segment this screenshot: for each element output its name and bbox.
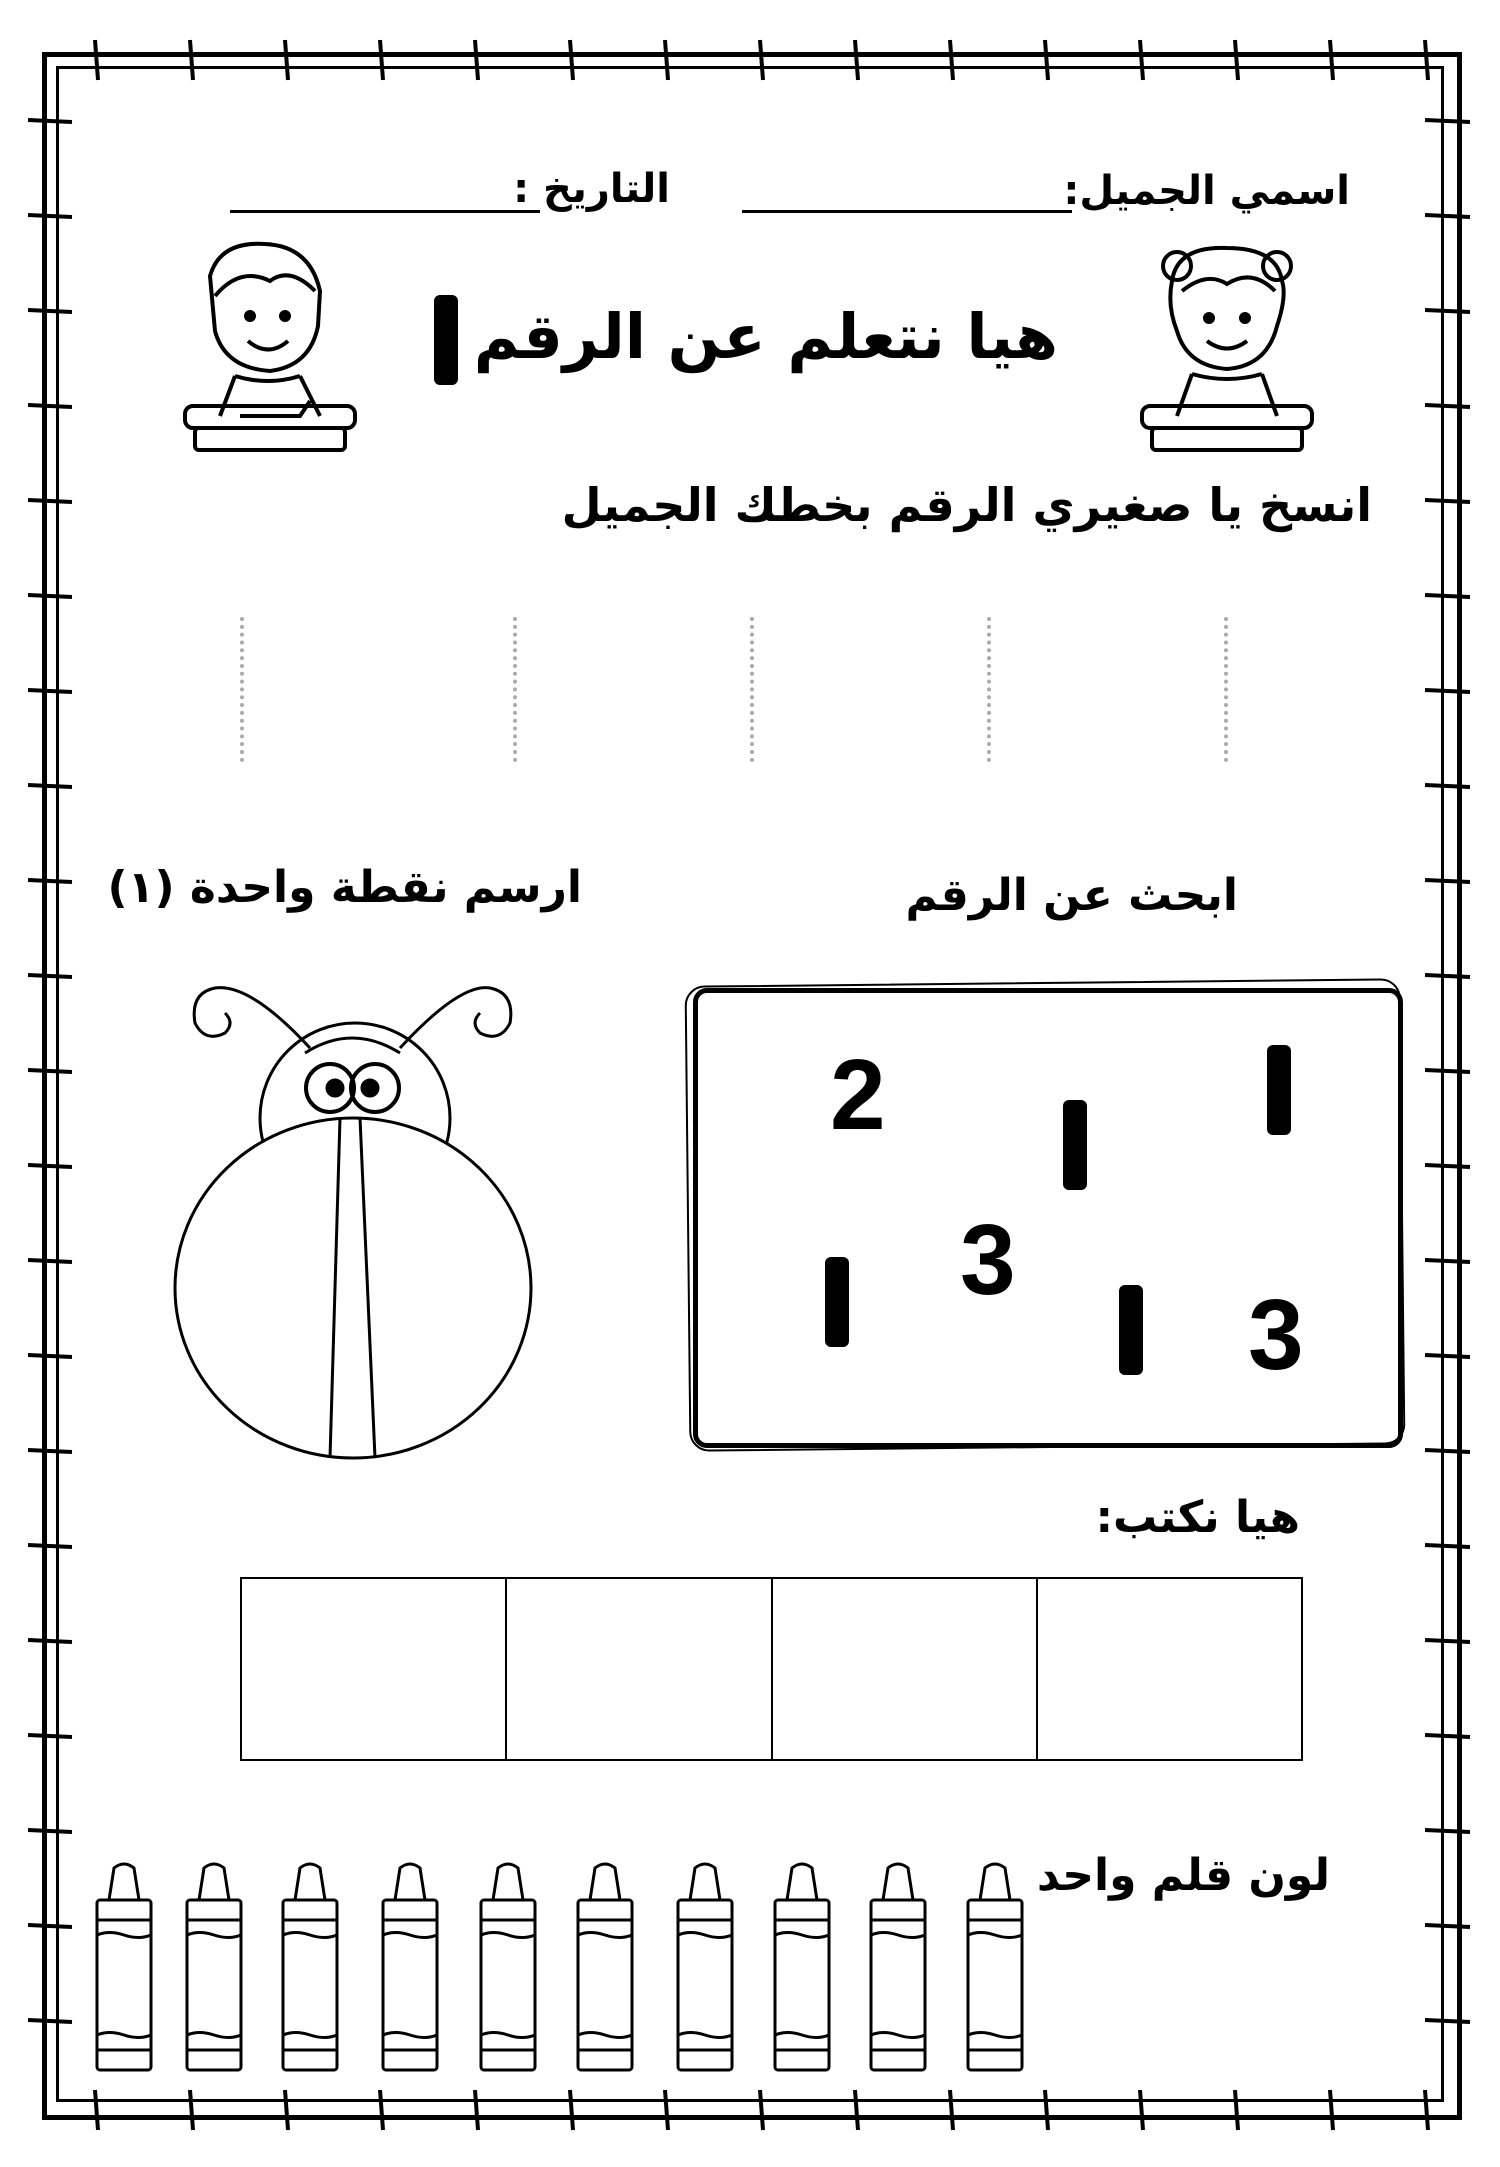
border-tick — [28, 215, 72, 217]
border-tick — [1425, 1450, 1470, 1452]
border-tick — [1425, 1735, 1470, 1737]
border-tick — [1235, 2090, 1238, 2130]
border-tick — [1045, 40, 1048, 80]
crayon-outline[interactable] — [675, 1860, 735, 2079]
date-field-line[interactable] — [230, 210, 540, 213]
border-tick — [1425, 40, 1428, 80]
border-tick — [1425, 595, 1470, 597]
border-tick — [1425, 120, 1470, 122]
name-field-line[interactable] — [742, 210, 1072, 213]
border-tick — [28, 1640, 72, 1642]
find-number-instruction: ابحث عن الرقم — [905, 870, 1238, 921]
search-number[interactable]: 2 — [830, 1039, 886, 1151]
border-tick — [1140, 2090, 1143, 2130]
crayon-outline[interactable] — [772, 1860, 832, 2079]
crayon-outline[interactable] — [280, 1860, 340, 2079]
border-tick — [1425, 1070, 1470, 1072]
border-tick — [1330, 2090, 1333, 2130]
copy-instruction: انسخ يا صغيري الرقم بخطك الجميل — [561, 478, 1372, 532]
search-number-one[interactable] — [1119, 1285, 1143, 1375]
border-tick — [190, 2090, 193, 2130]
border-tick — [95, 2090, 98, 2130]
search-number-one[interactable] — [825, 1257, 849, 1347]
border-tick — [855, 2090, 858, 2130]
writing-box[interactable] — [505, 1579, 770, 1759]
border-tick — [1045, 2090, 1048, 2130]
search-number[interactable]: 3 — [960, 1204, 1016, 1316]
writing-boxes — [240, 1577, 1303, 1761]
border-tick — [1425, 1545, 1470, 1547]
border-tick — [1425, 975, 1470, 977]
crayon-outline[interactable] — [184, 1860, 244, 2079]
border-tick — [28, 2020, 72, 2022]
border-tick — [1425, 215, 1470, 217]
border-tick — [28, 1355, 72, 1357]
girl-writing-illustration — [1137, 236, 1317, 456]
search-number[interactable]: 3 — [1248, 1279, 1304, 1391]
writing-box[interactable] — [1036, 1579, 1301, 1759]
border-tick — [475, 40, 478, 80]
border-tick — [28, 1450, 72, 1452]
write-instruction: هيا نكتب: — [1095, 1492, 1300, 1543]
border-tick — [570, 2090, 573, 2130]
border-tick — [1425, 1165, 1470, 1167]
border-tick — [475, 2090, 478, 2130]
border-tick — [1425, 1925, 1470, 1927]
date-label: التاريخ : — [513, 166, 670, 212]
border-tick — [380, 40, 383, 80]
crayon-outline[interactable] — [965, 1860, 1025, 2079]
border-tick — [28, 785, 72, 787]
ladybug-illustration[interactable] — [170, 943, 540, 1463]
draw-dot-instruction: ارسم نقطة واحدة (١) — [107, 862, 582, 913]
crayon-outline[interactable] — [868, 1860, 928, 2079]
border-tick — [570, 40, 573, 80]
border-tick — [285, 2090, 288, 2130]
border-tick — [28, 1165, 72, 1167]
border-tick — [28, 690, 72, 692]
tracing-line[interactable] — [987, 617, 991, 762]
border-tick — [760, 2090, 763, 2130]
search-number-one[interactable] — [1267, 1045, 1291, 1135]
border-tick — [1425, 690, 1470, 692]
border-tick — [28, 1070, 72, 1072]
name-label: اسمي الجميل: — [1063, 168, 1350, 214]
border-tick — [28, 1830, 72, 1832]
border-tick — [1425, 1830, 1470, 1832]
border-tick — [665, 2090, 668, 2130]
border-tick — [285, 40, 288, 80]
writing-box[interactable] — [242, 1579, 505, 1759]
crayon-outline[interactable] — [575, 1860, 635, 2079]
border-tick — [1140, 40, 1143, 80]
border-tick — [1425, 880, 1470, 882]
border-tick — [28, 975, 72, 977]
tracing-line[interactable] — [240, 617, 244, 762]
page-title: هيا نتعلم عن الرقم — [473, 300, 1058, 373]
border-tick — [28, 120, 72, 122]
border-tick — [1425, 785, 1470, 787]
writing-box[interactable] — [771, 1579, 1036, 1759]
border-tick — [28, 880, 72, 882]
border-tick — [665, 40, 668, 80]
border-tick — [28, 1260, 72, 1262]
border-tick — [760, 40, 763, 80]
border-tick — [190, 40, 193, 80]
border-tick — [28, 1545, 72, 1547]
border-tick — [950, 2090, 953, 2130]
search-number-one[interactable] — [1063, 1100, 1087, 1190]
border-tick — [950, 40, 953, 80]
border-tick — [1425, 1640, 1470, 1642]
border-tick — [1425, 500, 1470, 502]
border-tick — [28, 1925, 72, 1927]
border-tick — [28, 405, 72, 407]
title-numeral-one — [434, 295, 458, 385]
boy-writing-illustration — [180, 236, 360, 456]
crayon-outline[interactable] — [94, 1860, 154, 2079]
border-tick — [1425, 405, 1470, 407]
tracing-line[interactable] — [750, 617, 754, 762]
border-tick — [1330, 40, 1333, 80]
border-tick — [28, 310, 72, 312]
border-tick — [855, 40, 858, 80]
tracing-line[interactable] — [1224, 617, 1228, 762]
border-tick — [1425, 2020, 1470, 2022]
border-tick — [1235, 40, 1238, 80]
border-tick — [1425, 2090, 1428, 2130]
border-tick — [28, 1735, 72, 1737]
border-tick — [380, 2090, 383, 2130]
border-tick — [28, 595, 72, 597]
tracing-line[interactable] — [513, 617, 517, 762]
border-tick — [1425, 310, 1470, 312]
crayon-outline[interactable] — [380, 1860, 440, 2079]
crayon-outline[interactable] — [478, 1860, 538, 2079]
border-tick — [1425, 1260, 1470, 1262]
border-tick — [95, 40, 98, 80]
border-tick — [28, 500, 72, 502]
border-tick — [1425, 1355, 1470, 1357]
color-instruction: لون قلم واحد — [1036, 1850, 1330, 1901]
